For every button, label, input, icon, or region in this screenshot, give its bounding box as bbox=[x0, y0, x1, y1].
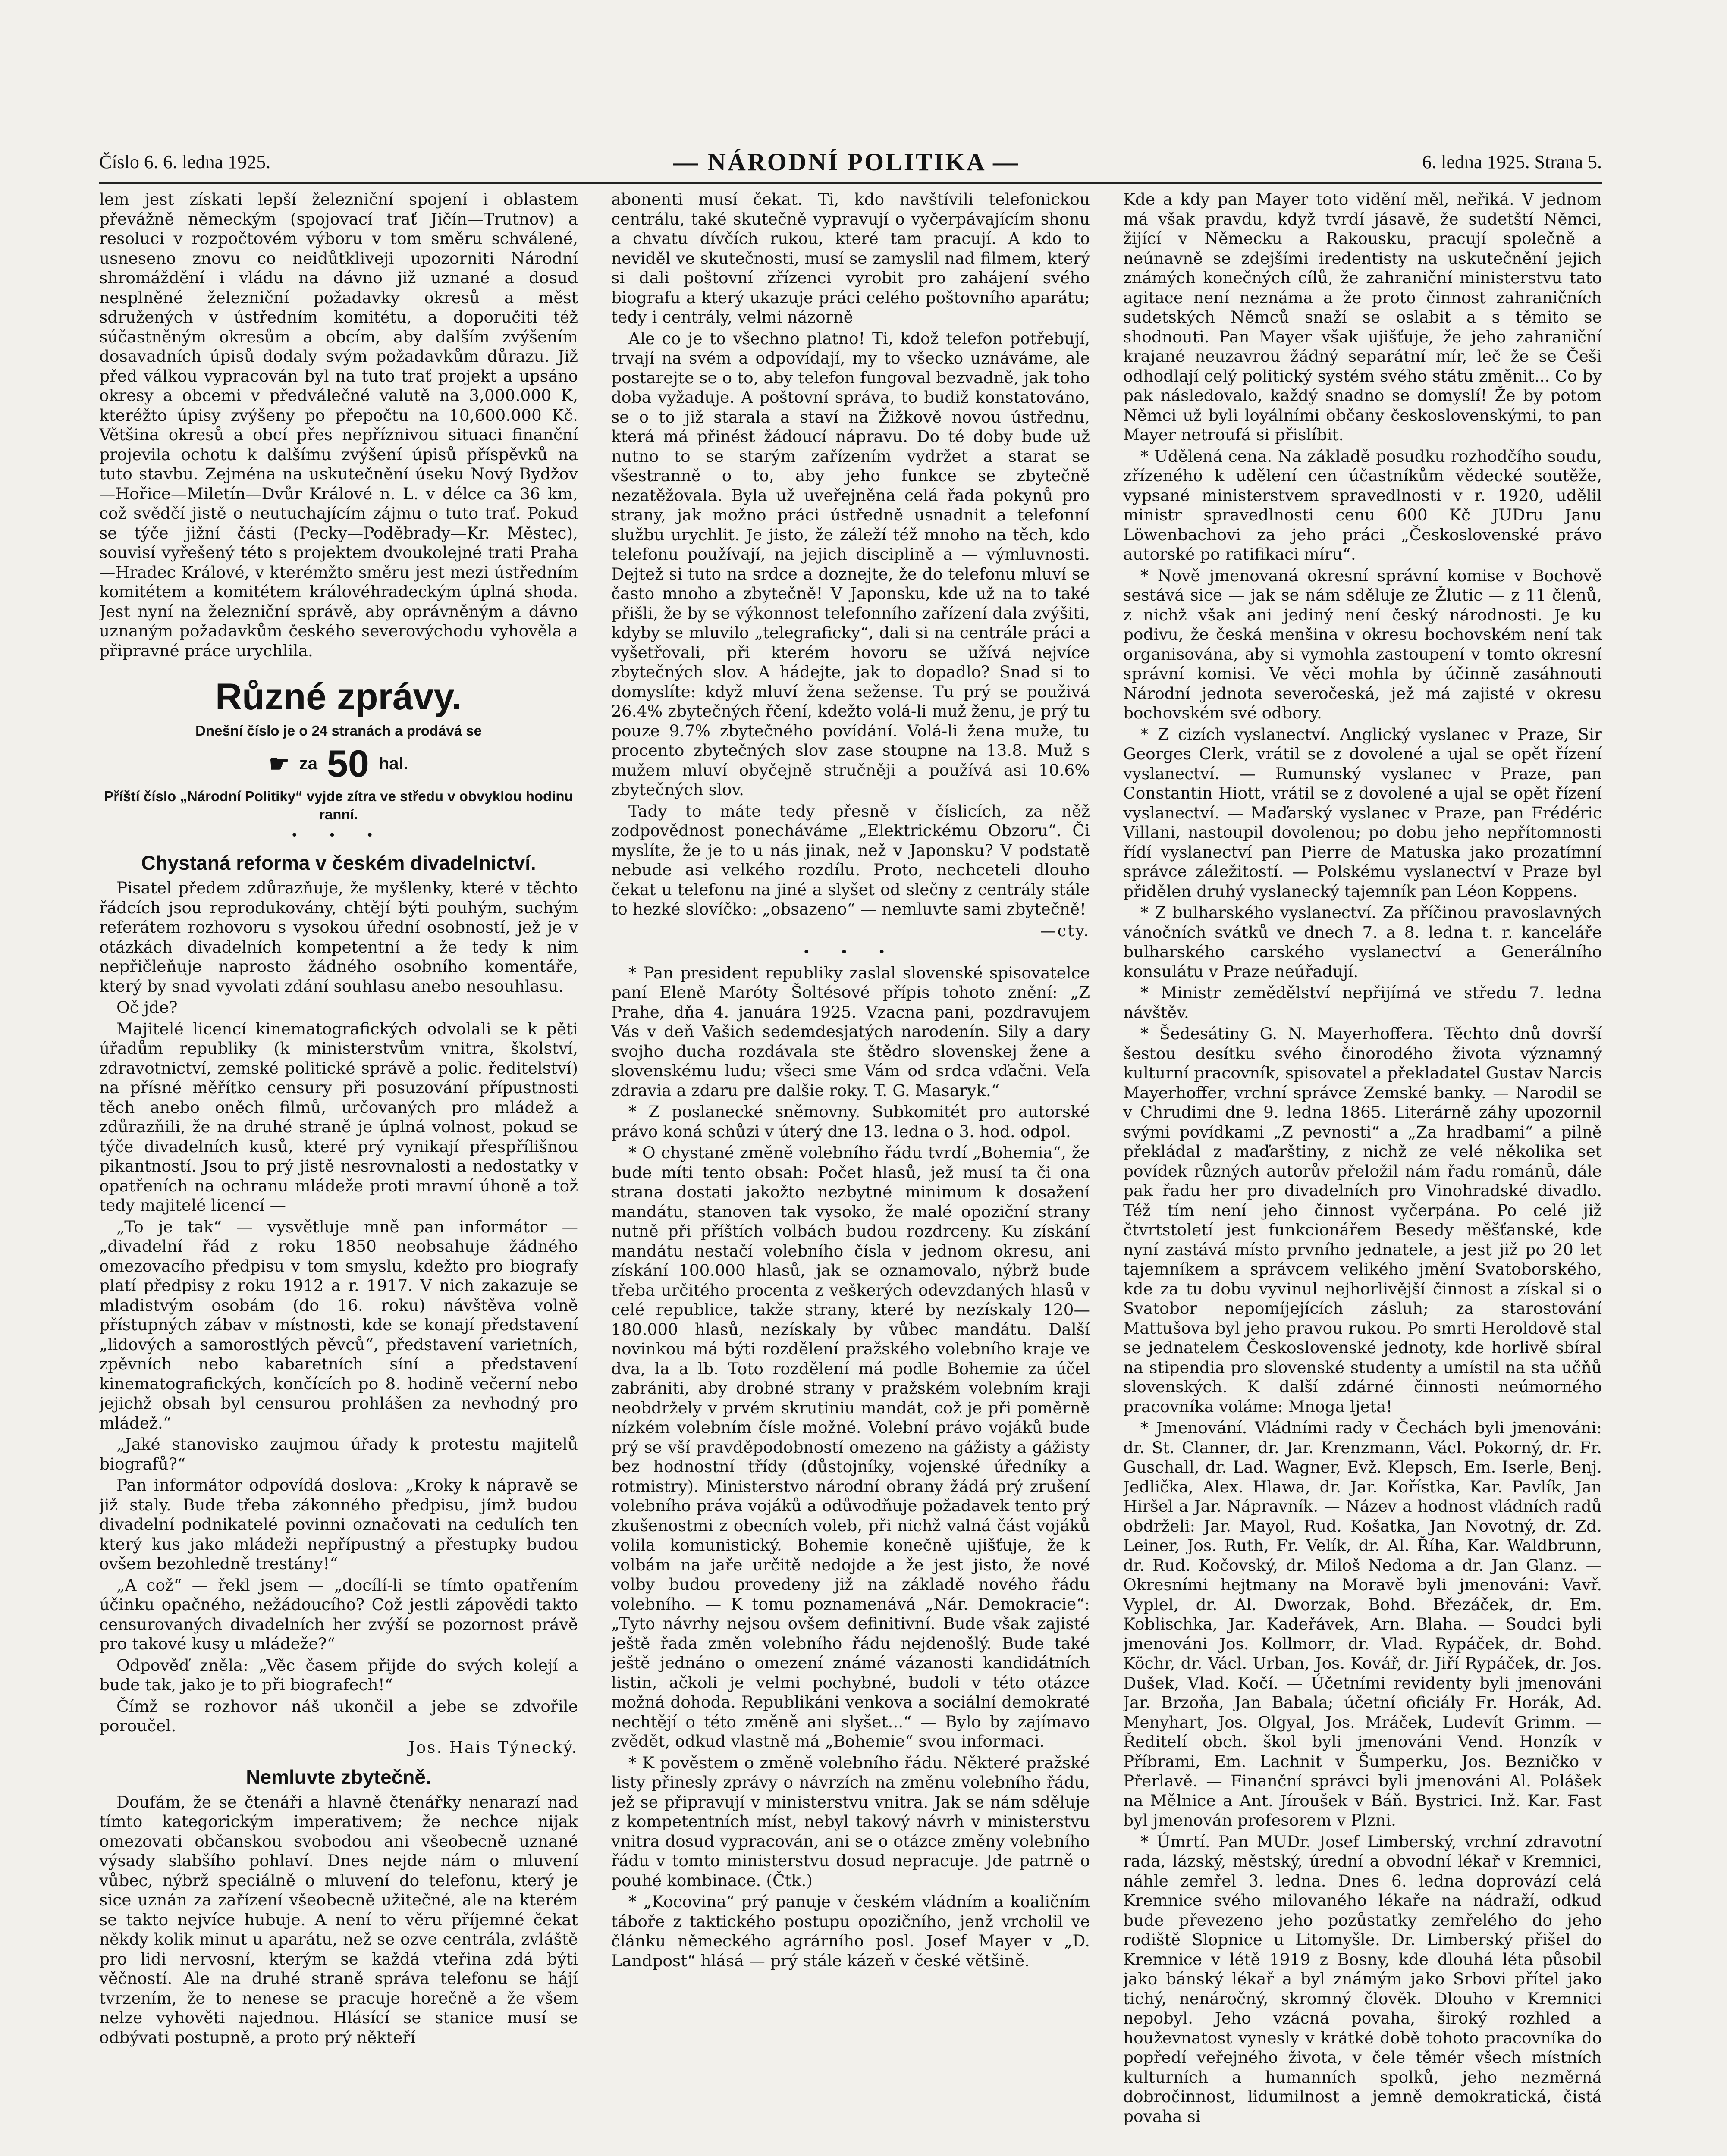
theatre-paragraph-5: „Jaké stanovisko zaujmou úřady k protestu majitelů biografů?“ bbox=[99, 1435, 578, 1473]
theatre-paragraph-8: Odpověď zněla: „Věc časem přijde do svých kolejí a bude tak, jako je to při biografech!“ bbox=[99, 1655, 578, 1694]
page-header bbox=[99, 142, 1602, 181]
date-page-number: 6. ledna 1925. Strana 5. bbox=[1422, 151, 1602, 172]
news-bochov-commission: * Nově jmenovaná okresní správní komise v Bochově sestává sice — jak se nám sděluje ze Žlutic — z 11 členů, z nichž však ani jediný není český národnosti. Je ku podivu, že česká menšina v okresu bochovském není tak organisována, aby si vymohla zastoupení v tomto okresní správní komisi. Ve věci mohla by účinně zasáhnouti Národní jednota severočeská, jež má zajisté v okresu bochovském své odbory. bbox=[1123, 566, 1602, 722]
column-1 bbox=[99, 190, 578, 2156]
news-award: * Udělená cena. Na základě posudku rozhodčího soudu, zřízeného k udělení cen účastníkům vědecké soutěže, vypsané ministerstvem spravedlnosti v r. 1920, udělil ministr spravedlnosti cenu 600 Kč JUDru Janu Löwenbachovi za jeho práci „Československé právo autorské po ratifikaci míru“. bbox=[1123, 446, 1602, 564]
telephone-paragraph-1: Doufám, že se čtenáři a hlavně čtenářky nenarazí nad tímto kategorickým imperativem; že nechce nijak omezovati občanskou svobodou ani všeobecně uznané výsady slabšího pohlaví. Dnes nejde nám o mluvení vůbec, nýbrž speciálně o mluvení do telefonu, který je sice uznán za zařízení všeobecně užitečné, ale na kterém se takto nejvíce hubuje. A není to věru příjemné čekat někdy kolik minut u aparátu, než se ozve centrála, zvláště pro lidi nervosní, kterým se každá vteřina zdá býti věčností. Ale na druhé straně správa telefonu se hájí tvrzením, že to nenese se pracuje horečně a že všem nelze vyhověti najednou. Hlásící se stanice musí se odbývati postupně, a proto prý někteří bbox=[99, 1792, 578, 2047]
issue-pages-notice: Dnešní číslo je o 24 stranách a prodává se bbox=[195, 723, 482, 739]
theatre-paragraph-2: Oč jde? bbox=[116, 998, 178, 1017]
telephone-paragraph-2: abonenti musí čekat. Ti, kdo navštívili telefonickou centrálu, také skutečně vypravují o vyčerpávajícím shonu a chvatu dívčích rukou, které tam pracují. A kdo to neviděl ve skutečnosti, musí se zamyslil nad filmem, který si dali poštovní zřízenci vyrobit pro zahájení svého biografu a který ukazuje práci celého poštovního aparátu; tedy i centrály, velmi názorně bbox=[611, 190, 1090, 326]
railway-article-end: lem jest získati lepší železniční spojení i oblastem převážně německým (spojovací trať Jičín—Trutnov) a resoluci v rozpočtovém výboru v tom směru schválené, usneseno znovu co neidůtkliveji upozorniti Národní shromáždění i vládu na dávno již uznané a dosud nesplněné železniční požadavky okresů a měst sdružených v ústředním komitétu, a doporučiti též súčastněným okresům a obcím, aby dalším zvýšením dosavadních úpisů dodaly svým požadavkům důrazu. Již před válkou vypracován byl na tuto trať projekt a upsáno okresy a obcemi v předválečné valutě na 3,000.000 K, kteréžto úpisy zvýšeny po přepočtu na 10,600.000 Kč. Většina okresů a obcí přes nepříznivou situaci finanční projevila ochotu k dalšímu zvýšení úpisů příspěvků na tuto stavbu. Zejména na uskutečnění úseku Nový Bydžov—Hořice—Miletín—Dvůr Králové n. L. v délce ca 36 km, což svědčí jistě o neutuchajícím zájmu o tuto trať. Pokud se týče jižní části (Pecky—Poděbrady—Kr. Městec), souvisí vyřešený této s projektem dvoukolejné trati Praha—Hradec Králové, v kterémžto směru jest mezi ústředním komitétem a komitétem královéhradeckým úplná shoda. Jest nyní na železniční správě, aby oprávněným a dávno uznaným požadavkům českého severovýchodu vyhověla a připravné práce urychlila. bbox=[99, 190, 578, 660]
theatre-paragraph-3: Majitelé licencí kinematografických odvolali se k pěti úřadům republiky (k ministerstvům vnitra, školství, zdravotnictví, zemské politické správě a polic. ředitelství) na přísné měřítko censury při posuzování přípustnosti těch anebo oněch filmů, určovaných pro mládež a zdůrazňili, že na druhé straně je úplná volnost, pokud se týče divadelních kusů, které prý vynikají přespřílišnou pikantností. Jsou to prý jistě nesrovnalosti a nedostatky v opatřeních na ochranu mládeže proti mravní úhoně a tož tedy majitelé licencí — bbox=[99, 1019, 578, 1215]
price-za: za bbox=[299, 754, 317, 773]
section-heading-ruzne-zpravy: Různé zprávy. bbox=[215, 676, 462, 718]
news-embassies: * Z cizích vyslanectví. Anglický vyslanec v Praze, Sir Georges Clerk, vrátil se z dovolené a ujal se opět řízení vyslanectví. — Rumunský vyslanec v Praze, pan Constantin Hiott, vrátil se z dovolené a ujal se opět řízení vyslanectví. — Maďarský vyslanec v Praze, pan Frédéric Villani, nastoupil dovolenou; po dobu jeho nepřítomnosti řídí vyslanectví pan Pierre de Matuska jako prozatímní správce záležitostí. — Polskému vyslanectví v Praze byl přidělen druhý vyslanecký tajemník pan Léon Koppens. bbox=[1123, 724, 1602, 901]
news-appointments: * Jmenování. Vládními rady v Čechách byli jmenováni: dr. St. Clanner, dr. Jar. Krenzmann, Václ. Pokorný, dr. Fr. Guschall, dr. Lad. Wagner, Evž. Klepsch, Em. Iserle, Benj. Jedlička, Alex. Hlawa, dr. Jar. Kořístka, Kar. Pavlík, Jan Hiršel a Jar. Nápravník. — Název a hodnost vládních radů obdrželi: Jar. Mayol, Rud. Košatka, Jan Novotný, dr. Zd. Leiner, Jos. Ruth, Fr. Velík, dr. Al. Říha, Kar. Waldbrunn, dr. Rud. Kočovský, dr. Miloš Nedoma a dr. Jan Glanz. — Okresními hejtmany na Moravě byli jmenováni: Vavř. Vyplel, dr. Al. Dworzak, Bohd. Březáček, dr. Em. Koblischka, Jar. Kadeřávek, Arn. Blaha. — Soudci byli jmenováni Jos. Kollmorr, dr. Vlad. Rypáček, dr. Bohd. Köchr, dr. Václ. Urban, Jos. Kovář, dr. Jiří Rypáček, dr. Jos. Dušek, Vlad. Kočí. — Účetními revidenty byli jmenováni Jar. Brzoňa, Jan Babala; účetní oficiály Fr. Horák, Ad. Menyhart, Jos. Olgyal, Jos. Mráček, Ludevít Grimm. — Ředitelí obch. škol byli jmenováni Vend. Honzík v Příbrami, Em. Lachnit v Šumperku, Jos. Bezničko v Přerlavě. — Finanční správci byli jmenováni Al. Polášek na Mělnice a Ant. Jíroušek v Báň. Bystrici. Inž. Kar. Fast byl jmenován profesorem v Plzni. bbox=[1123, 1418, 1602, 1830]
author-signature: Jos. Hais Týnecký. bbox=[408, 1738, 578, 1757]
separator-stars: • • • bbox=[802, 944, 899, 960]
news-bulgarian-embassy: * Z bulharského vyslanectví. Za příčinou pravoslavných vánočních svátků ve dnech 7. a 8. ledna t. r. kanceláře bulharského carského vyslanectví a Generálního konsulátu v Praze neúřadují. bbox=[1123, 903, 1602, 981]
price-number: 50 bbox=[327, 742, 369, 785]
theatre-paragraph-9: Čímž se rozhovor náš ukončil a jebe se zdvořile poroučel. bbox=[99, 1696, 578, 1735]
news-mayer-continued: Kde a kdy pan Mayer toto vidění měl, neřiká. V jednom má však pravdu, když tvrdí jásavě, že sudetští Němci, žijící v Německu a Rakousku, pracují společně a neúnavně se zdejšími iredentisty na uskutečnění jejich známých konečných cílů, že zahraniční ministerstvu tato agitace není neznáma a že proto činnost zahraničních sudetských Němců snaží se oslabit a s těmito se shodnouti. Pan Mayer však ujišťuje, že jeho zahraniční krajané neuzavrou žádný separátní mír, leč že se Češi odhodlají celý politický systém svého státu změnit... Co by pak následovalo, každý snadno se domyslí! Že by potom Němci už byli loyálními občany československými, to pan Mayer netroufá si přislíbit. bbox=[1123, 190, 1602, 444]
price-line bbox=[99, 744, 578, 783]
next-issue-notice: Příští číslo „Národní Politiky“ vyjde zítra ve středu v obvyklou hodinu ranní. bbox=[104, 788, 573, 822]
separator-stars: • • • bbox=[290, 828, 387, 843]
price-unit: hal. bbox=[378, 754, 408, 773]
pointing-hand-icon: ☛ bbox=[269, 751, 290, 777]
news-kocovina: * „Kocovina“ prý panuje v českém vládním a koaličním táboře z taktického postupu opozičního, jenž vrcholil ve článku německého agrárního posl. Josef Mayer v „D. Landpost“ hlásá — prý stále kázeň v české většině. bbox=[611, 1892, 1090, 1970]
subheading-nemluvte-zbytecne: Nemluvte zbytečně. bbox=[246, 1765, 431, 1788]
column-3 bbox=[1123, 190, 1602, 2156]
theatre-paragraph-4: „To je tak“ — vysvětluje mně pan informátor — „divadelní řád z roku 1850 neobsahuje žádného omezovacího předpisu v tom smyslu, kdežto pro biografy platí předpisy z roku 1912 a r. 1917. V nich zakazuje se mladistvým osobám (do 16. roku) návštěva volně přístupných zábav v místnosti, kde se konají představení „lidových a samorostlých pěvců“, představení varietních, zpěvních nebo kabaretních síní a představení kinematografických, končících po 8. hodině večerní nebo jejichž obsah byl censurou prohlášen za nevhodný pro mládež.“ bbox=[99, 1217, 578, 1432]
header-rule bbox=[99, 182, 1602, 184]
news-obituary: * Úmrtí. Pan MUDr. Josef Limberský, vrchní zdravotní rada, lázský, městský, úrední a obvodní lékař v Kremnici, náhle zemřel 3. ledna. Dnes 6. ledna doprovází celá Kremnice svého milovaného lékaře na nádraží, odkud bude převezeno jeho pozůstatky zemřelého do jeho rodiště Slopnice u Litomyšle. Dr. Limberský přišel do Kremnice v létě 1919 z Bosny, kde dlouhá léta působil jako bánský lékař a byl známým jako Srbovi přítel jako tichý, nenáročný, skromný člověk. Dlouho v Kremnici nepobyl. Jeho vzácná povaha, široký rozhled a houževnatost vynesly v krátké době tohoto pracovníka do popředí veřejného života, v čele těmér všech místních kulturních a humanních spolků, jeho nezměrná dobročinnost, lidumilnost a jemně demokratická, čistá povaha si bbox=[1123, 1832, 1602, 2126]
news-parliament: * Z poslanecké sněmovny. Subkomitét pro autorské právo koná schůzi v úterý dne 13. ledna o 3. hod. odpol. bbox=[611, 1102, 1090, 1141]
subheading-theatre-reform: Chystaná reforma v českém divadelnictví. bbox=[141, 852, 536, 874]
issue-number-date: Číslo 6. 6. ledna 1925. bbox=[99, 151, 271, 172]
theatre-paragraph-6: Pan informátor odpovídá doslova: „Kroky k nápravě se již staly. Bude třeba zákonného předpisu, jímž budou divadelní podnikatelé povinni označovati na cedulích ten který kus jako mládeži nepřípustný a přestupky budou ovšem bezohledně trestány!“ bbox=[99, 1476, 578, 1573]
newspaper-masthead: — NÁRODNÍ POLITIKA — bbox=[673, 147, 1020, 176]
news-agriculture-minister: * Ministr zemědělství nepřijímá ve středu 7. ledna návštěv. bbox=[1123, 983, 1602, 1022]
news-president: * Pan president republiky zaslal slovenské spisovatelce paní Eleně Maróty Šoltésové přípis tohoto znění: „Z Prahe, dňa 4. januára 1925. Vzacna pani, pozdravujem Vás v deň Vašich sedemdesjatých narodenín. Sily a dary svojho ducha rozdávala ste štědro slovenskej žene a slovenskému ludu; všeci sme Vám od srdca vďačni. Veľa zdravia a zdaru pre dalšie roky. T. G. Masaryk.“ bbox=[611, 963, 1090, 1100]
column-2 bbox=[611, 190, 1090, 2156]
news-mayerhoffer-birthday: * Šedesátiny G. N. Mayerhoffera. Těchto dnů dovrší šestou desítku svého činorodého života významný kulturní pracovník, spisovatel a překladatel Gustav Narcis Mayerhoffer, vrchní správce Zemské banky. — Narodil se v Chrudimi dne 9. ledna 1865. Literárně záhy upozornil svými povídkami „Z pevnosti“ a „Za hradbami“ a pilně překládal z maďarštiny, z nichž ze velé několika set povídek různých autorův přeložil nám řadu románů, dále pak řadu her pro divadelních pro Vinohradské divadlo. Též tím není jeho činnost vyčerpána. Po celé již čtvrtstoletí jest funkcionářem Besedy měšťanské, kde nyní zastává místo prvního jednatele, a jest již po 20 let tajemníkem a správcem velikého jmění Svatoborského, kde za tu dobu vyvinul nejhorlivější činnost a získal si o Svatobor nepomíjejících zásluh; za starostování Mattušova byl jeho pravou rukou. Po smrti Heroldově stal se jednatelem Československé jednoty, kde horlivě sbíral na stipendia pro slovenské studenty a umístil na sta učňů slovenských. K další zdárné činnosti neúmorného pracovníka voláme: Mnoga ljeta! bbox=[1123, 1024, 1602, 1416]
article-columns bbox=[99, 190, 1602, 2156]
author-signature: —cty. bbox=[1040, 921, 1090, 940]
telephone-paragraph-4: Tady to máte tedy přesně v číslicích, za něž zodpovědnost ponecháváme „Elektrickému Obzoru“. Či myslíte, že je to u nás jinak, než v Japonsku? V podstatě nebude asi velkého rozdílu. Proto, nechceteli dlouho čekat u telefonu na jiné a slyšet od slečny z centrály stále to hezké slovíčko: „obsazeno“ — nemluvte sami zbytečně! bbox=[611, 801, 1090, 918]
telephone-paragraph-3: Ale co je to všechno platno! Ti, kdož telefon potřebují, trvají na svém a odpovídají, my to všecko uznáváme, ale postarejte se o to, aby telefon fungoval bezvadně, jak toho doba vyžaduje. A poštovní správa, to budiž konstatováno, se o to již starala a staví na Žižkově novou ústřednu, která má přinést žádoucí nápravu. Do té doby bude už nutno to se starým zařízením vydržet a starat se všestranně o to, aby jeho funkce se zbytečně nezatěžovala. Byla už uveřejněna celá řada pokynů pro strany, jak možno práci ústředně usnadnit a telefonní službu urychlit. Je jisto, že záleží též mnoho na těch, kdo telefonu používají, na jejich disciplině a — výmluvnosti. Dejtež si tuto na srdce a doznejte, že do telefonu mluví se často mnoho a zbytečně! V Japonsku, kde už na to také přišli, že by se výkonnost telefonního zařízení dala zvýšiti, kdyby se mluvilo „telegraficky“, dali si na centrále práci a vyšetřovali, při kterém hovoru se užívá nejvíce zbytečných slov. A hádejte, jak to dopadlo? Snad si to domyslíte: když mluví žena sežense. Tu prý se použivá 26.4% zbytečných řčení, kdežto volá-li muž ženu, je prý tu pouze 9.7% zbytečného povídání. Volá-li žena muže, tu procento zbytečných slov zase stoupne na 13.8. Muž s mužem mluví obyčejně stručněji a používá asi 10.6% zbytečných slov. bbox=[611, 329, 1090, 799]
theatre-paragraph-7: „A což“ — řekl jsem — „docílí-li se tímto opatřením účinku opačného, nežádoucího? Což jestli zápovědi takto censurovaných divadelních her zvýší se pozornost právě pro takové kusy u mládeže?“ bbox=[99, 1575, 578, 1653]
theatre-paragraph-1: Pisatel předem zdůrazňuje, že myšlenky, které v těchto řádcích jsou reprodukovány, chtějí býti pouhým, suchým referátem rozhovoru s vysokou úřední osobností, jež je v otázkách divadelních kompetentní a že tedy k nim nepřičleňuje naprosto žádného osobního komentáře, který by snad vyvolati zdání souhlasu anebo nesouhlasu. bbox=[99, 878, 578, 996]
news-electoral-rumours: * K pověstem o změně volebního řádu. Některé pražské listy přinesly zprávy o návrzích na změnu volebního řádu, jež se připravují v ministerstvu vnitra. Jak se nám sděluje z kompetentních míst, nebyl takový návrh v ministerstvu vnitra dosud vypracován, ani se o otázce změny volebního řádu v tomto ministerstvu dosud nepracuje. Jde patrně o pouhé kombinace. (Čtk.) bbox=[611, 1753, 1090, 1890]
news-electoral-reform: * O chystané změně volebního řádu tvrdí „Bohemia“, že bude míti tento obsah: Počet hlasů, jež musí ta či ona strana dostati jakožto nezbytné minimum k dosažení mandátu, stanoven tak vysoko, že malé opoziční strany nutně při příštích volbách budou rozdrceny. Ku získání mandátu nestačí volebního čísla v jednom okresu, ani získání 100.000 hlasů, jak se oznamovalo, nýbrž bude třeba určitého procenta z veškerých odevzdaných hlasů v celé republice, takže strany, které by nezískaly 120—180.000 hlasů, nezískaly by vůbec mandátu. Další novinkou má býti rozdělení pražského volebního kraje ve dva, la a lb. Toto rozdělení má podle Bohemie za účel zabrániti, aby drobné strany v pražském volebním kraji neobdržely v prvém skrutiniu mandát, což je při poměrně nízkém volebním čísle možné. Volební právo vojáků bude prý se vší pravděpodobností omezeno na gážisty a gážisty bez hodnostní třídy (důstojníky, vojenské úředníky a rotmistry). Ministerstvo národní obrany žádá prý zrušení volebního práva vojáků a odůvodňuje požadavek tento prý zkušenostmi z obecních voleb, při nichž valná část vojáků volila komunistický. Bohemie konečně ujišťuje, že k volbám na jaře určitě nedojde a že jest jisto, že nové volby budou provedeny již na základě nového řádu volebního. — K tomu poznamenává „Nár. Demokracie“: „Tyto návrhy nejsou ovšem definitivní. Bude však zajisté ještě řada změn volebního řádu nejdenošlý. Bude také ještě jednáno o omezení známé vázanosti kandidátních listin, ačkoli je velmi pochybné, budoli v této otázce možná dohoda. Republikáni venkova a sociální demokraté nechtějí o této změně ani slyšet...“ — Bylo by zajímavo zvědět, odkud vlastně má „Bohemie“ svou informaci. bbox=[611, 1143, 1090, 1751]
